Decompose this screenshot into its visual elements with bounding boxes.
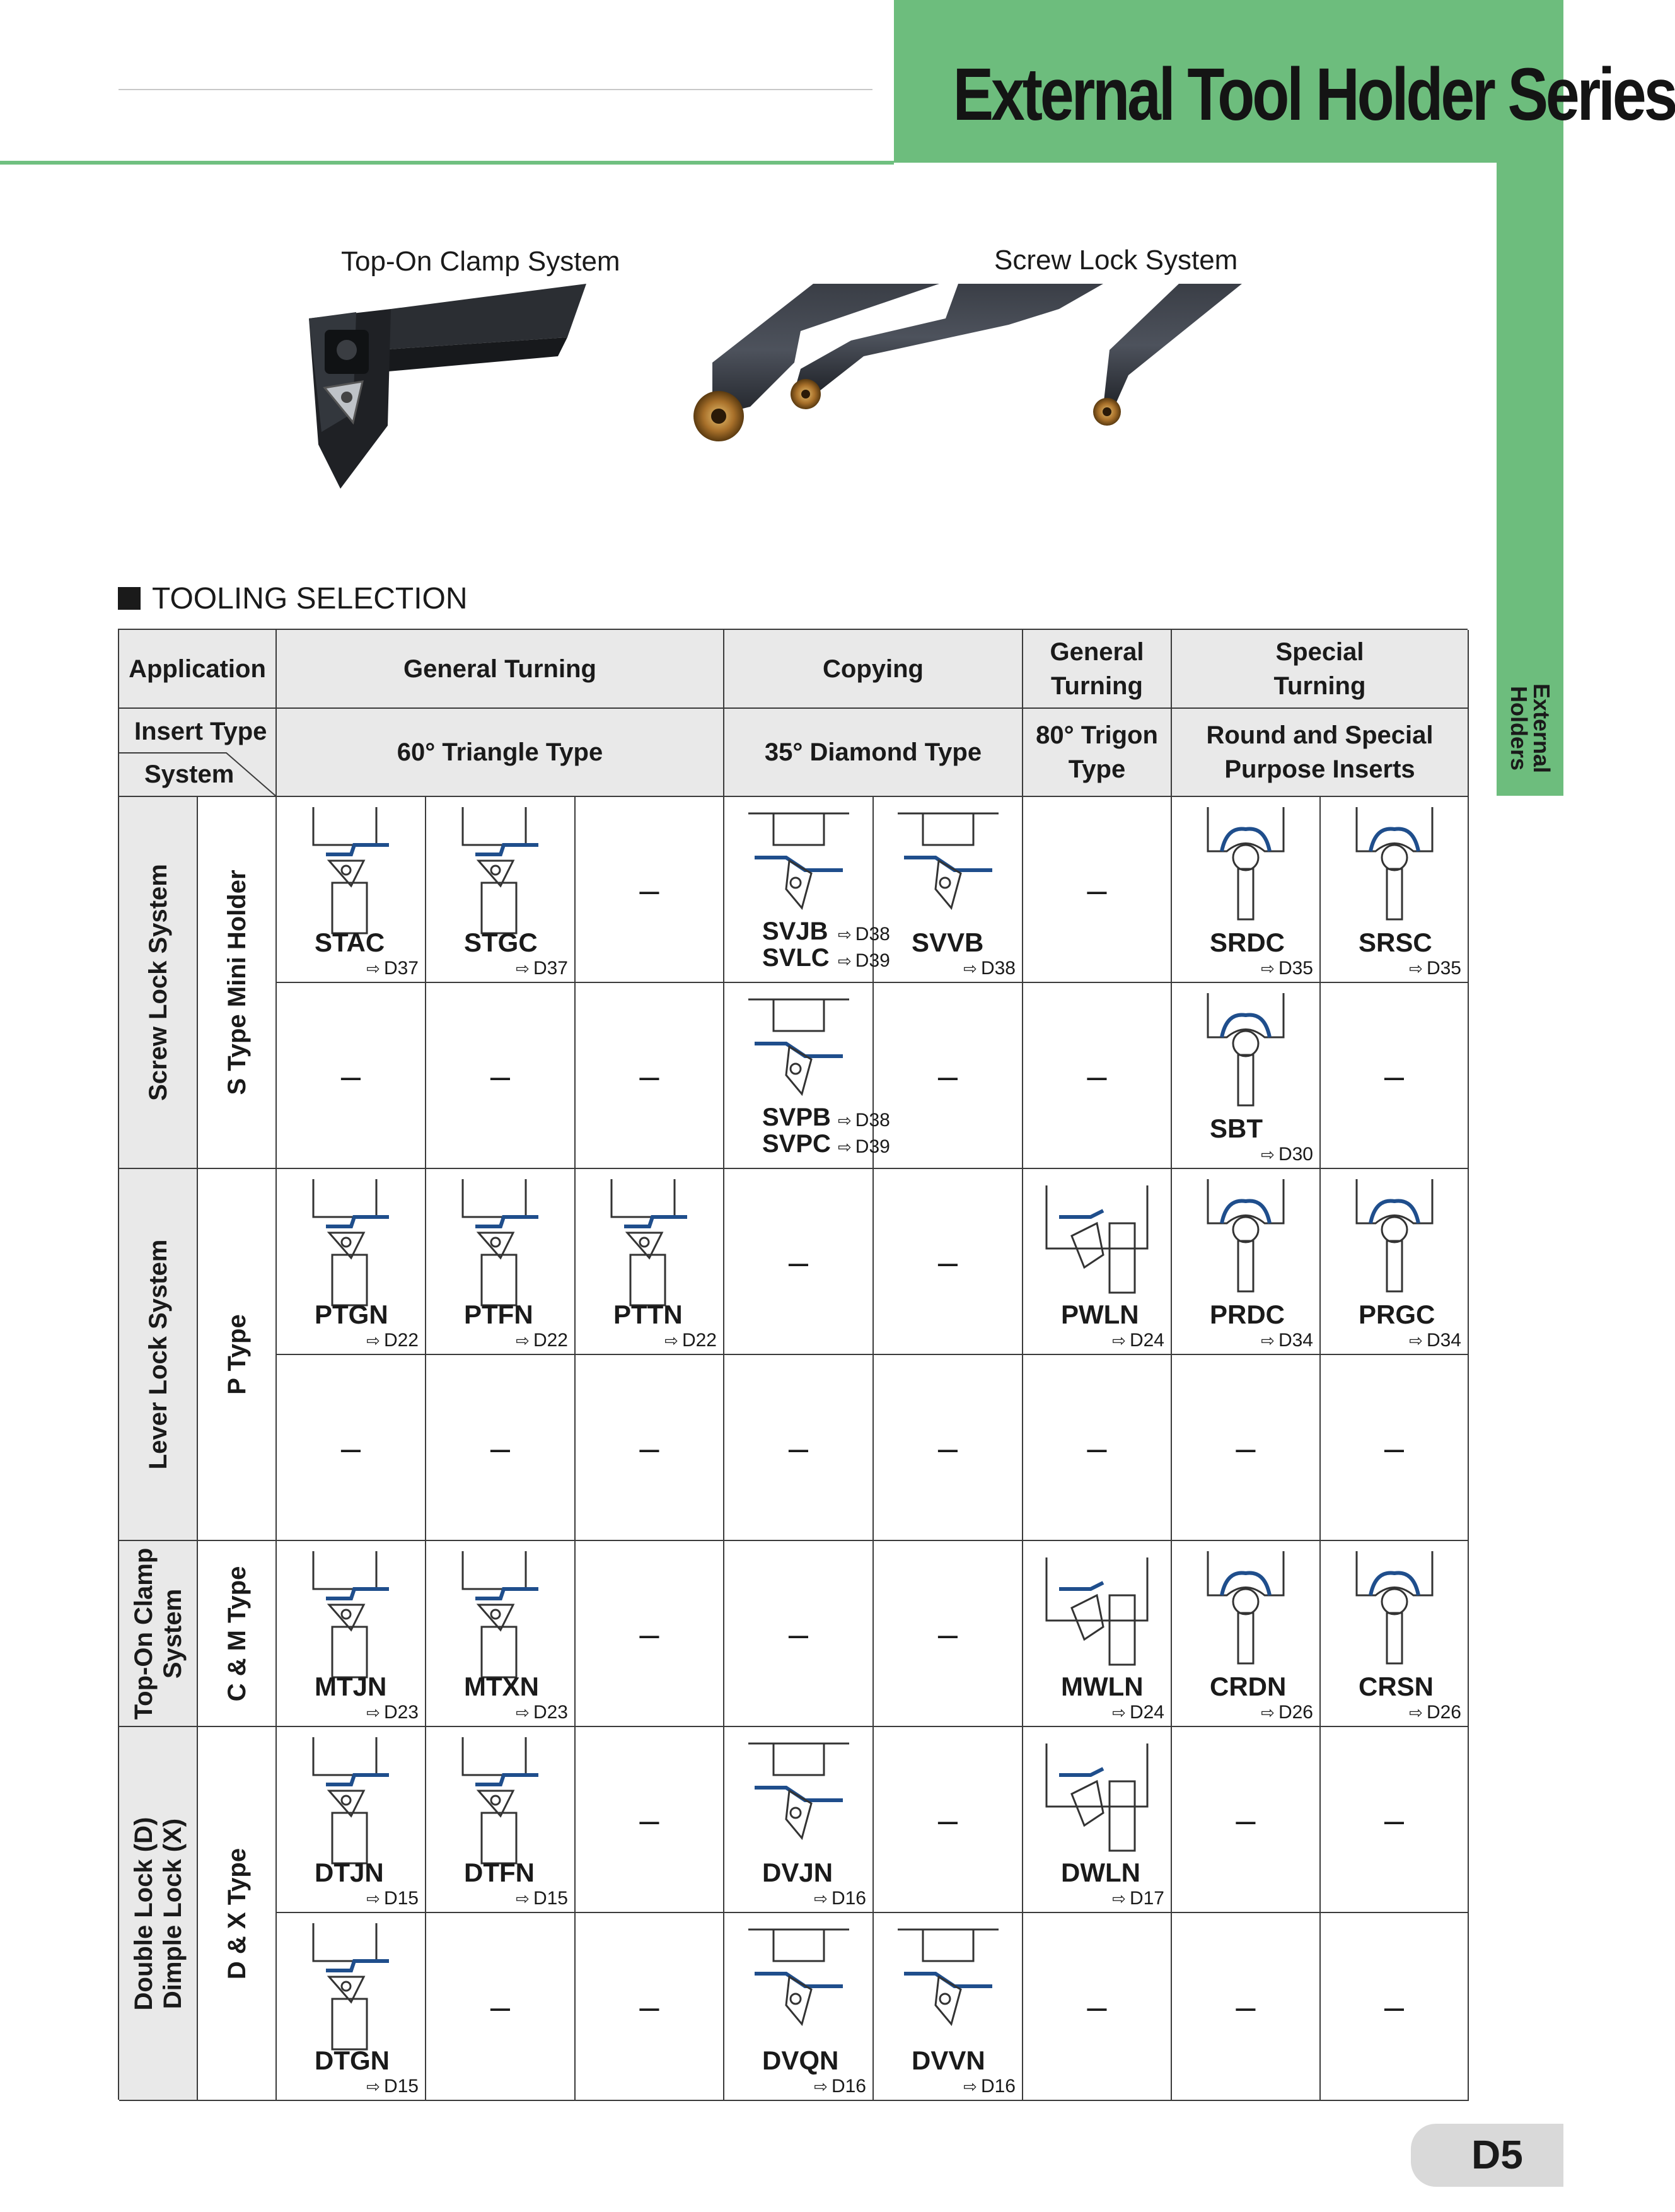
- tool-cell: [426, 983, 576, 1169]
- tool-holder-drawing-icon: [1331, 1545, 1458, 1684]
- not-available-dash: –: [1384, 1056, 1405, 1095]
- head-application-label: Application: [129, 655, 266, 683]
- arrow-right-icon: ⇨: [838, 952, 852, 970]
- system-s-type-label: S Type Mini Holder: [223, 870, 251, 1095]
- tool-cell[interactable]: [874, 797, 1023, 983]
- tool-code-mtxn: MTXN: [464, 1672, 539, 1701]
- tool-cell: [874, 1355, 1023, 1541]
- page-ref-value: D24: [1129, 1330, 1164, 1351]
- page-ref-value: D22: [681, 1330, 717, 1351]
- head-special-line1: Special: [1275, 637, 1364, 666]
- tool-holder-drawing-icon: [885, 1917, 1011, 2056]
- tool-cell[interactable]: [277, 1913, 426, 2101]
- tool-cell: [1023, 1355, 1172, 1541]
- photo-caption-top-on: Top-On Clamp System: [341, 246, 620, 277]
- tool-cell: [874, 1541, 1023, 1727]
- arrow-right-icon: ⇨: [664, 1331, 678, 1350]
- not-available-dash: –: [937, 1800, 958, 1839]
- arrow-right-icon: ⇨: [1261, 1145, 1275, 1164]
- tool-holder-drawing-icon: [438, 1173, 564, 1312]
- tool-cell[interactable]: [1172, 797, 1321, 983]
- page-ref-dtgn[interactable]: [366, 2076, 419, 2097]
- tool-holder-drawing-icon: [586, 1173, 712, 1312]
- tool-holder-drawing-icon: [1183, 801, 1309, 940]
- tool-holder-drawing-icon: [288, 1731, 414, 1870]
- page-ref-value: D17: [1129, 1888, 1164, 1909]
- head-copying-label: Copying: [823, 655, 924, 683]
- tool-cell[interactable]: [1023, 1727, 1172, 1913]
- page-ref-value: D23: [383, 1702, 419, 1723]
- not-available-dash: –: [639, 870, 659, 909]
- not-available-dash: –: [1087, 1056, 1107, 1095]
- head-general-turning-2: [1023, 630, 1172, 709]
- system-lever-lock-label: Lever Lock System: [144, 1239, 172, 1470]
- system-double-line1: Double Lock (D): [129, 1817, 158, 2010]
- tool-holder-drawing-icon: [288, 801, 414, 940]
- tool-code-dtfn: DTFN: [464, 1858, 535, 1887]
- page-ref-value: D22: [383, 1330, 419, 1351]
- page-ref-prgc[interactable]: [1409, 1330, 1461, 1351]
- tool-cell[interactable]: [1321, 1541, 1469, 1727]
- tool-cell: [724, 1541, 874, 1727]
- head-copying: [724, 630, 1023, 709]
- page-ref-srdc[interactable]: [1261, 958, 1313, 979]
- page-ref-value: D37: [533, 958, 568, 979]
- system-double-line2: Dimple Lock (X): [158, 1818, 187, 2009]
- tool-code-svpc: SVPC: [762, 1130, 831, 1158]
- not-available-dash: –: [1087, 1986, 1107, 2027]
- tool-cell[interactable]: [277, 797, 426, 983]
- tool-cell[interactable]: [426, 1727, 576, 1913]
- page-ref-prdc[interactable]: [1261, 1330, 1313, 1351]
- page-ref-crsn[interactable]: [1409, 1702, 1461, 1723]
- tool-cell: [426, 1355, 576, 1541]
- tool-cell[interactable]: [426, 797, 576, 983]
- tool-cell[interactable]: [576, 1169, 724, 1355]
- side-tab-label: [1507, 684, 1553, 773]
- tool-holder-drawing-icon: [1331, 801, 1458, 940]
- tool-cell: [1321, 983, 1469, 1169]
- tool-cell: [576, 1913, 724, 2101]
- page-ref-dvvn[interactable]: [963, 2076, 1016, 2097]
- tool-cell: [1172, 1727, 1321, 1913]
- head-diamond-label: 35° Diamond Type: [764, 738, 982, 766]
- page-ref-srsc[interactable]: [1409, 958, 1461, 979]
- page-ref-ptgn[interactable]: [366, 1330, 419, 1351]
- tool-holder-drawing-icon: [1034, 1545, 1160, 1684]
- tool-holder-drawing-icon: [438, 801, 564, 940]
- page-ref-value: D30: [1278, 1144, 1313, 1165]
- tool-cell: [724, 1169, 874, 1355]
- system-dx-type-label: D & X Type: [223, 1848, 251, 1979]
- system-dx-type: [198, 1727, 277, 2101]
- tool-code-crdn: CRDN: [1210, 1672, 1287, 1701]
- arrow-right-icon: ⇨: [366, 1331, 380, 1350]
- not-available-dash: –: [1384, 1800, 1405, 1839]
- head-system-label: System: [144, 760, 235, 788]
- system-top-on-line1: Top-On Clamp: [129, 1547, 158, 1720]
- head-round: [1172, 709, 1469, 797]
- tool-cell: [576, 1727, 724, 1913]
- not-available-dash: –: [490, 1056, 511, 1095]
- page-ref-stgc[interactable]: [516, 958, 568, 979]
- section-title: TOOLING SELECTION: [152, 582, 468, 615]
- page-ref-value: D34: [1426, 1330, 1461, 1351]
- tool-code-stac: STAC: [315, 928, 385, 957]
- tool-cell: [874, 1169, 1023, 1355]
- photo-caption-screw-lock: Screw Lock System: [994, 245, 1238, 276]
- tool-holder-drawing-icon: [288, 1173, 414, 1312]
- not-available-dash: –: [490, 1986, 511, 2027]
- not-available-dash: –: [1087, 1428, 1107, 1467]
- tool-holder-drawing-icon: [736, 1731, 862, 1870]
- head-round-line1: Round and Special: [1206, 721, 1434, 749]
- page-number-tab: [1411, 2124, 1563, 2187]
- page-ref-dvqn[interactable]: [814, 2076, 866, 2097]
- page-ref-value: D38: [980, 958, 1016, 979]
- tool-code-pwln: PWLN: [1061, 1300, 1139, 1329]
- tool-cell: [1172, 1355, 1321, 1541]
- head-triangle: [277, 709, 724, 797]
- page-ref-value: D15: [383, 2076, 419, 2097]
- not-available-dash: –: [937, 1428, 958, 1467]
- not-available-dash: –: [1236, 1986, 1256, 2027]
- tool-code-svpb: SVPB: [762, 1103, 831, 1131]
- not-available-dash: –: [639, 1986, 659, 2027]
- tool-code-svlc: SVLC: [762, 944, 830, 972]
- tool-cell[interactable]: [1172, 1541, 1321, 1727]
- tool-holder-drawing-icon: [1034, 1731, 1160, 1870]
- tool-cell[interactable]: [1321, 797, 1469, 983]
- page-ref-value: D15: [383, 1888, 419, 1909]
- tool-code-svjb: SVJB: [762, 917, 828, 945]
- not-available-dash: –: [937, 1242, 958, 1281]
- tool-code-ptgn: PTGN: [315, 1300, 388, 1329]
- page-ref-dwln[interactable]: [1112, 1888, 1164, 1909]
- tool-cell: [1172, 1913, 1321, 2101]
- tool-cell: [1023, 983, 1172, 1169]
- arrow-right-icon: ⇨: [1112, 1889, 1126, 1908]
- page-ref-dtjn[interactable]: [366, 1888, 419, 1909]
- not-available-dash: –: [788, 1614, 809, 1653]
- page-ref-value: D37: [383, 958, 419, 979]
- page-ref-value: D16: [980, 2076, 1016, 2097]
- side-band: [1497, 163, 1563, 661]
- page-ref-crdn[interactable]: [1261, 1702, 1313, 1723]
- system-cm-type-label: C & M Type: [223, 1566, 251, 1701]
- head-insert-type-label: Insert Type: [134, 718, 267, 745]
- tool-holder-drawing-icon: [885, 801, 1011, 940]
- tool-holder-drawing-icon: [288, 1545, 414, 1684]
- tool-cell: [576, 983, 724, 1169]
- head-trigon: [1023, 709, 1172, 797]
- not-available-dash: –: [1087, 870, 1107, 909]
- not-available-dash: –: [788, 1242, 809, 1281]
- tool-code-mtjn: MTJN: [315, 1672, 387, 1701]
- page-ref-pttn[interactable]: [664, 1330, 717, 1351]
- tool-code-dwln: DWLN: [1061, 1858, 1140, 1887]
- page-ref-value: D26: [1426, 1702, 1461, 1723]
- system-s-type: [198, 797, 277, 1169]
- page-ref-value: D39: [855, 1136, 890, 1157]
- arrow-right-icon: ⇨: [1409, 1703, 1423, 1722]
- page-ref-value: D24: [1129, 1702, 1164, 1723]
- section-heading: [118, 581, 468, 616]
- head-application: [119, 630, 277, 709]
- head-round-line2: Purpose Inserts: [1224, 755, 1415, 783]
- arrow-right-icon: ⇨: [814, 2077, 828, 2096]
- tool-code-pttn: PTTN: [613, 1300, 683, 1329]
- tool-cell[interactable]: [874, 1913, 1023, 2101]
- not-available-dash: –: [1236, 1428, 1256, 1467]
- arrow-right-icon: ⇨: [838, 925, 852, 944]
- arrow-right-icon: ⇨: [838, 1111, 852, 1130]
- page-ref-value: D22: [533, 1330, 568, 1351]
- system-double-lock-label: [129, 1817, 187, 2010]
- tool-code-sbt: SBT: [1210, 1114, 1263, 1143]
- arrow-right-icon: ⇨: [838, 1138, 852, 1156]
- tool-cell[interactable]: [724, 983, 890, 1169]
- system-top-on-label: [129, 1547, 187, 1720]
- tool-code-stgc: STGC: [464, 928, 538, 957]
- tool-cell: [874, 983, 1023, 1169]
- page-ref-stac[interactable]: [366, 958, 419, 979]
- not-available-dash: –: [639, 1428, 659, 1467]
- not-available-dash: –: [639, 1800, 659, 1839]
- tool-cell: [277, 983, 426, 1169]
- head-triangle-label: 60° Triangle Type: [397, 738, 603, 766]
- square-bullet-icon: [118, 587, 141, 610]
- page-ref-value: D16: [831, 2076, 866, 2097]
- tool-cell: [277, 1355, 426, 1541]
- arrow-right-icon: ⇨: [1409, 1331, 1423, 1350]
- page-ref-value: D39: [855, 950, 890, 971]
- tool-code-crsn: CRSN: [1359, 1672, 1434, 1701]
- arrow-right-icon: ⇨: [366, 1703, 380, 1722]
- head-insert-system: [119, 709, 277, 797]
- not-available-dash: –: [1236, 1800, 1256, 1839]
- tool-code-ptfn: PTFN: [464, 1300, 533, 1329]
- tool-holder-drawing-icon: [288, 1917, 414, 2056]
- tool-cell: [1321, 1355, 1469, 1541]
- page-ref-mwln[interactable]: [1112, 1702, 1164, 1723]
- top-on-clamp-photo: [309, 284, 586, 489]
- tool-cell: [576, 1355, 724, 1541]
- page-number: D5: [1471, 2132, 1523, 2177]
- tool-cell: [724, 1355, 874, 1541]
- not-available-dash: –: [788, 1428, 809, 1467]
- tool-cell: [576, 1541, 724, 1727]
- tool-holder-drawing-icon: [1331, 1173, 1458, 1312]
- not-available-dash: –: [1384, 1428, 1405, 1467]
- tool-holder-drawing-icon: [438, 1545, 564, 1684]
- arrow-right-icon: ⇨: [1261, 1703, 1275, 1722]
- tool-holder-drawing-icon: [736, 1917, 862, 2056]
- head-trigon-line1: 80° Trigon: [1036, 721, 1158, 749]
- arrow-right-icon: ⇨: [1261, 1331, 1275, 1350]
- system-p-type: [198, 1169, 277, 1541]
- tool-cell[interactable]: [1172, 1169, 1321, 1355]
- tool-code-dtjn: DTJN: [315, 1858, 384, 1887]
- tooling-selection-table: [118, 629, 1468, 2100]
- tool-code-mwln: MWLN: [1061, 1672, 1144, 1701]
- arrow-right-icon: ⇨: [963, 2077, 977, 2096]
- tool-cell[interactable]: [724, 1727, 874, 1913]
- tool-cell[interactable]: [1321, 1169, 1469, 1355]
- page-ref-dvjn[interactable]: [814, 1888, 866, 1909]
- arrow-right-icon: ⇨: [1112, 1331, 1126, 1350]
- tool-code-dtgn: DTGN: [315, 2046, 390, 2075]
- not-available-dash: –: [639, 1056, 659, 1095]
- system-lever-lock: [119, 1169, 198, 1541]
- head-diagonal-divider: [119, 709, 277, 797]
- not-available-dash: –: [1384, 1986, 1405, 2027]
- tool-cell: [426, 1913, 576, 2101]
- tool-code-prdc: PRDC: [1210, 1300, 1285, 1329]
- tool-code-svvb: SVVB: [912, 928, 984, 957]
- tool-cell[interactable]: [426, 1169, 576, 1355]
- tool-cell: [874, 1727, 1023, 1913]
- page-ref-value: D35: [1278, 958, 1313, 979]
- arrow-right-icon: ⇨: [963, 959, 977, 978]
- page-ref-mtjn[interactable]: [366, 1702, 419, 1723]
- side-tab-line-1: External: [1529, 683, 1555, 774]
- page-ref-value: D23: [533, 1702, 568, 1723]
- page-ref-pwln[interactable]: [1112, 1330, 1164, 1351]
- page-ref-svvb[interactable]: [963, 958, 1016, 979]
- tool-cell[interactable]: [1023, 1541, 1172, 1727]
- head-trigon-line2: Type: [1068, 755, 1126, 783]
- system-top-on-line2: System: [158, 1588, 187, 1679]
- arrow-right-icon: ⇨: [516, 1703, 530, 1722]
- page-title: External Tool Holder Series: [953, 53, 1675, 136]
- arrow-right-icon: ⇨: [516, 1889, 530, 1908]
- head-special-line2: Turning: [1273, 672, 1366, 700]
- product-photos: [296, 281, 1400, 495]
- header-rule: [119, 89, 872, 90]
- system-top-on: [119, 1541, 198, 1727]
- tool-code-dvjn: DVJN: [762, 1858, 833, 1887]
- system-double-lock: [119, 1727, 198, 2101]
- page-ref-value: D35: [1426, 958, 1461, 979]
- page-ref-value: D38: [855, 924, 890, 945]
- tool-cell[interactable]: [1023, 1169, 1172, 1355]
- tool-cell[interactable]: [724, 1913, 874, 2101]
- arrow-right-icon: ⇨: [1261, 959, 1275, 978]
- tool-cell: [576, 797, 724, 983]
- page-ref-value: D38: [855, 1110, 890, 1131]
- tool-cell[interactable]: [277, 1541, 426, 1727]
- page-ref-ptfn[interactable]: [516, 1330, 568, 1351]
- tool-cell: [1321, 1727, 1469, 1913]
- system-cm-type: [198, 1541, 277, 1727]
- side-tab-line-2: Holders: [1506, 685, 1532, 771]
- system-p-type-label: P Type: [223, 1314, 251, 1395]
- head-special-turning: [1172, 630, 1469, 709]
- head-general-turning-label: General Turning: [403, 655, 596, 683]
- not-available-dash: –: [340, 1428, 361, 1467]
- arrow-right-icon: ⇨: [516, 1331, 530, 1350]
- arrow-right-icon: ⇨: [516, 959, 530, 978]
- arrow-right-icon: ⇨: [1409, 959, 1423, 978]
- arrow-right-icon: ⇨: [366, 2077, 380, 2096]
- system-screw-lock: [119, 797, 198, 1169]
- head-gt2-line1: General: [1050, 637, 1144, 666]
- page-ref-value: D15: [533, 1888, 568, 1909]
- head-gt2-line2: Turning: [1051, 672, 1143, 700]
- tool-holder-drawing-icon: [438, 1731, 564, 1870]
- tool-cell: [1321, 1913, 1469, 2101]
- tool-cell: [1023, 1913, 1172, 2101]
- tool-cell[interactable]: [724, 797, 890, 983]
- tool-code-srsc: SRSC: [1359, 928, 1432, 957]
- tool-code-srdc: SRDC: [1210, 928, 1285, 957]
- screw-lock-photo-3: [1093, 284, 1242, 426]
- tool-cell[interactable]: [1172, 983, 1321, 1169]
- not-available-dash: –: [937, 1056, 958, 1095]
- page-ref-value: D34: [1278, 1330, 1313, 1351]
- tool-code-dvqn: DVQN: [762, 2046, 839, 2075]
- tool-code-dvvn: DVVN: [912, 2046, 985, 2075]
- tool-code-prgc: PRGC: [1359, 1300, 1435, 1329]
- header-green-rule: [0, 161, 894, 165]
- head-general-turning: [277, 630, 724, 709]
- not-available-dash: –: [490, 1428, 511, 1467]
- page-ref-mtxn[interactable]: [516, 1702, 568, 1723]
- tool-holder-drawing-icon: [1183, 1173, 1309, 1312]
- not-available-dash: –: [340, 1056, 361, 1095]
- not-available-dash: –: [639, 1614, 659, 1653]
- arrow-right-icon: ⇨: [366, 959, 380, 978]
- arrow-right-icon: ⇨: [1112, 1703, 1126, 1722]
- not-available-dash: –: [937, 1614, 958, 1653]
- page-ref-dtfn[interactable]: [516, 1888, 568, 1909]
- page-ref-sbt[interactable]: [1261, 1144, 1313, 1165]
- page-ref-value: D16: [831, 1888, 866, 1909]
- tool-cell: [1023, 797, 1172, 983]
- arrow-right-icon: ⇨: [366, 1889, 380, 1908]
- tool-holder-drawing-icon: [1034, 1173, 1160, 1312]
- system-screw-lock-label: Screw Lock System: [144, 864, 172, 1101]
- tool-holder-drawing-icon: [1183, 1545, 1309, 1684]
- tool-cell[interactable]: [277, 1727, 426, 1913]
- page-ref-value: D26: [1278, 1702, 1313, 1723]
- tool-holder-drawing-icon: [1183, 987, 1309, 1126]
- head-diamond: [724, 709, 1023, 797]
- tool-cell[interactable]: [426, 1541, 576, 1727]
- tool-cell[interactable]: [277, 1169, 426, 1355]
- arrow-right-icon: ⇨: [814, 1889, 828, 1908]
